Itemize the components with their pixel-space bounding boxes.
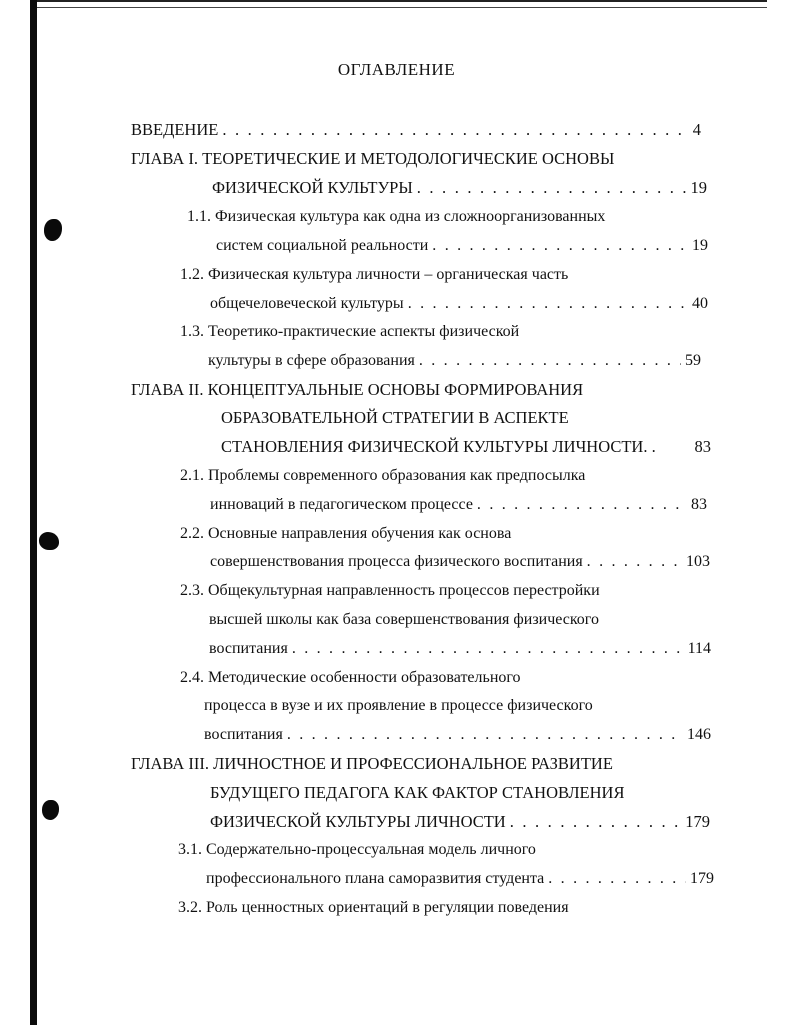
toc-section-1-3: 1.3. Теоретико-практические аспекты физической	[180, 323, 520, 340]
toc-section-3-1: 3.1. Содержательно-процессуальная модель личного	[178, 841, 536, 858]
page-title: ОГЛАВЛЕНИЕ	[337, 60, 456, 79]
toc-chapter-1-heading-cont: ФИЗИЧЕСКОЙ КУЛЬТУРЫ . . . 19	[212, 177, 707, 199]
punch-hole-mark	[42, 800, 59, 820]
dot-leader	[548, 868, 686, 890]
toc-section-3-2: 3.2. Роль ценностных ориентаций в регуляции поведения	[178, 899, 569, 916]
toc-entry-intro	[131, 119, 701, 141]
toc-section-2-1-cont: инноваций в педагогическом процессе . . . 83	[210, 494, 707, 516]
dot-leader	[287, 724, 683, 746]
toc-section-2-2-cont: совершенствования процесса физического воспитания . . . 103	[210, 551, 710, 573]
toc-page-number: 19	[692, 237, 708, 254]
toc-chapter-3-heading: ГЛАВА III. ЛИЧНОСТНОЕ И ПРОФЕССИОНАЛЬНОЕ РАЗВИТИЕ	[131, 754, 613, 773]
toc-section-1-1: 1.1. Физическая культура как одна из сложноорганизованных	[187, 208, 606, 225]
toc-section-2-4-cont: процесса в вузе и их проявление в процессе физического	[204, 697, 593, 714]
toc-page-number: 59	[685, 352, 701, 369]
toc-page-number: 83	[691, 496, 707, 513]
punch-hole-mark	[39, 532, 59, 550]
toc-section-1-2-cont: общечеловеческой культуры . . . 40	[210, 293, 708, 315]
toc-chapter-2-heading-cont: СТАНОВЛЕНИЯ ФИЗИЧЕСКОЙ КУЛЬТУРЫ ЛИЧНОСТИ. . 83	[221, 437, 711, 456]
toc-chapter-2-heading: ГЛАВА II. КОНЦЕПТУАЛЬНЫЕ ОСНОВЫ ФОРМИРОВАНИЯ	[131, 380, 584, 399]
toc-section-2-3-cont: воспитания . . . 114	[209, 638, 711, 660]
toc-page-number: 146	[687, 726, 711, 743]
toc-chapter-1-heading: ГЛАВА I. ТЕОРЕТИЧЕСКИЕ И МЕТОДОЛОГИЧЕСКИЕ ОСНОВЫ	[131, 149, 615, 168]
dot-leader	[417, 177, 687, 199]
toc-page-number: 114	[687, 640, 711, 657]
toc-page-number: 179	[690, 870, 714, 887]
toc-section-1-1-cont: систем социальной реальности . . . 19	[216, 235, 708, 257]
toc-chapter-2-heading-cont: ОБРАЗОВАТЕЛЬНОЙ СТРАТЕГИИ В АСПЕКТЕ	[221, 408, 569, 427]
toc-section-3-1-cont: профессионального плана саморазвития студента . . . 179	[206, 868, 714, 890]
dot-leader	[477, 494, 687, 516]
toc-page-number: 19	[690, 178, 707, 197]
dot-leader	[419, 350, 681, 372]
toc-chapter-3-heading-cont: ФИЗИЧЕСКОЙ КУЛЬТУРЫ ЛИЧНОСТИ . . . 179	[210, 811, 710, 833]
toc-section-2-2: 2.2. Основные направления обучения как основа	[180, 525, 512, 542]
dot-leader	[510, 811, 682, 833]
dot-leader	[408, 293, 688, 315]
scan-top-border	[37, 0, 767, 8]
scan-left-border	[30, 0, 37, 1025]
dot-leader	[292, 638, 684, 660]
toc-section-2-3: 2.3. Общекультурная направленность процессов перестройки	[180, 582, 600, 599]
toc-page-number: 83	[694, 437, 711, 456]
toc-section-1-2: 1.2. Физическая культура личности – органическая часть	[180, 266, 569, 283]
punch-hole-mark	[44, 219, 62, 241]
toc-section-2-4: 2.4. Методические особенности образовательного	[180, 669, 521, 686]
toc-section-2-3-cont: высшей школы как база совершенствования физического	[209, 611, 599, 628]
toc-page-number: 179	[685, 812, 710, 831]
dot-leader	[587, 551, 682, 573]
toc-section-2-4-cont: воспитания . . . 146	[204, 724, 711, 746]
dot-leader	[432, 235, 688, 257]
dot-leader	[222, 119, 688, 141]
toc-entry-text: ВВЕДЕНИЕ	[131, 120, 219, 139]
toc-section-1-3-cont: культуры в сфере образования . . . 59	[208, 350, 701, 372]
toc-page-number: 4	[692, 120, 701, 139]
toc-page-number: 103	[686, 553, 710, 570]
toc-page-number: 40	[692, 295, 708, 312]
toc-chapter-3-heading-cont: БУДУЩЕГО ПЕДАГОГА КАК ФАКТОР СТАНОВЛЕНИЯ	[210, 783, 625, 802]
toc-section-2-1: 2.1. Проблемы современного образования как предпосылка	[180, 467, 586, 484]
